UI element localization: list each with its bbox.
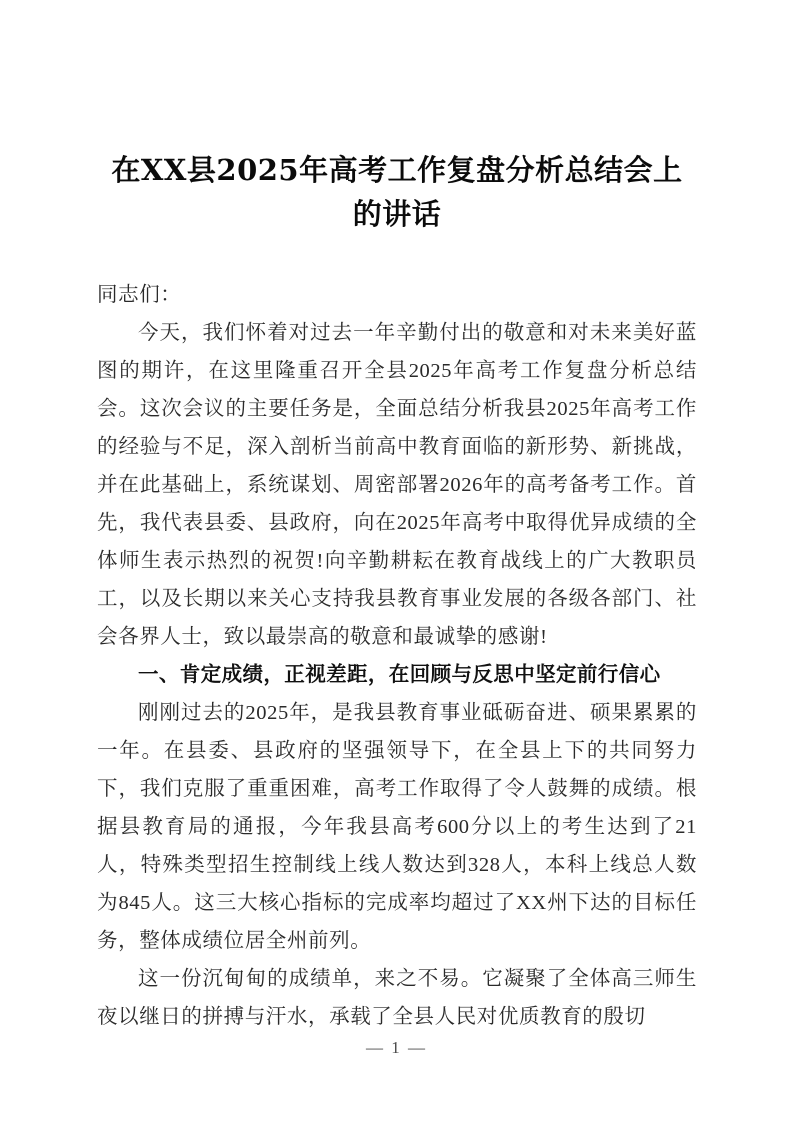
section-heading-one: 一、肯定成绩，正视差距，在回顾与反思中坚定前行信心 xyxy=(138,664,661,686)
document-body xyxy=(97,276,697,1036)
paragraph-results: 刚刚过去的2025年，是我县教育事业砥砺奋进、硕果累累的一年。在县委、县政府的坚强领导下，在全县上下的共同努力下，我们克服了重重困难，高考工作取得了令人鼓舞的成绩。根据县教育局的通报，今年我县高考600分以上的考生达到了21人，特殊类型招生控制线上线人数达到328人，本科上线总人数为845人。这三大核心指标的完成率均超过了XX州下达的目标任务，整体成绩位居全州前列。 xyxy=(97,702,697,952)
document-title: 在XX县2025年高考工作复盘分析总结会上的讲话 xyxy=(111,153,683,231)
page-number-footer: — 1 — xyxy=(366,1038,427,1057)
paragraph-opening: 今天，我们怀着对过去一年辛勤付出的敬意和对未来美好蓝图的期许，在这里隆重召开全县2025年高考工作复盘分析总结会。这次会议的主要任务是，全面总结分析我县2025年高考工作的经验与不足，深入剖析当前高中教育面临的新形势、新挑战，并在此基础上，系统谋划、周密部署2026年的高考备考工作。首先，我代表县委、县政府，向在2025年高考中取得优异成绩的全体师生表示热烈的祝贺!向辛勤耕耘在教育战线上的广大教职员工，以及长期以来关心支持我县教育事业发展的各级各部门、社会各界人士，致以最崇高的敬意和最诚挚的感谢! xyxy=(97,322,697,648)
salutation: 同志们： xyxy=(97,284,182,306)
paragraph-reflection: 这一份沉甸甸的成绩单，来之不易。它凝聚了全体高三师生夜以继日的拼搏与汗水，承载了全县人民对优质教育的殷切 xyxy=(97,968,697,1028)
document-content xyxy=(97,0,697,1036)
